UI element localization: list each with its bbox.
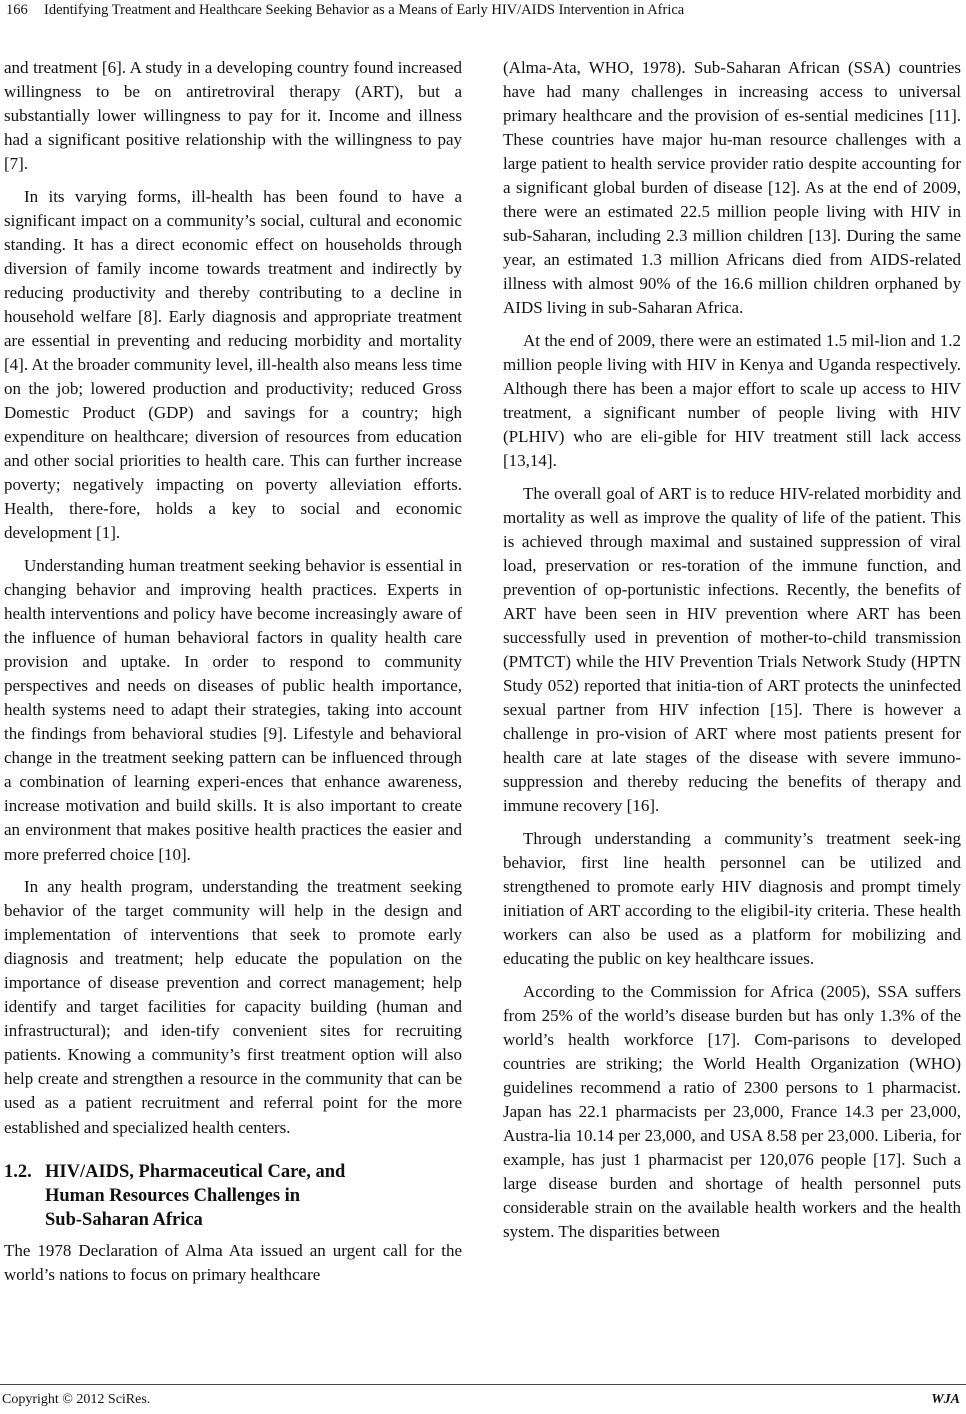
copyright-notice: Copyright © 2012 SciRes. — [2, 1392, 151, 1407]
paragraph: In its varying forms, ill-health has been found to have a significant impact on a community’s social, cultural and economic standing. It has a direct economic effect on households through diversion of family income towards treatment and indirectly by reducing productivity and thereby contributing to a decline in household welfare [8]. Early diagnosis and appropriate treatment are essential in preventing and reducing morbidity and mortality [4]. At the broader community level, ill-health also means less time on the job; lowered production and productivity; reduced Gross Domestic Product (GDP) and savings for a country; high expenditure on healthcare; diversion of resources from education and other social priorities to health care. This can further increase poverty; negatively impacting on poverty alleviation efforts. Health, there-fore, holds a key to social and economic development [1]. — [4, 186, 462, 543]
section-title-line: Human Resources Challenges in — [45, 1185, 301, 1206]
page-footer — [0, 1391, 966, 1411]
paragraph: At the end of 2009, there were an estimated 1.5 mil-lion and 1.2 million people living with HIV in Kenya and Uganda respectively. Although there has been a major effort to scale up access to HIV treatment, a significant number of people living with HIV (PLHIV) who are eli-gible for HIV treatment still lack access [13,14]. — [503, 331, 961, 471]
running-title: Identifying Treatment and Healthcare Seeking Behavior as a Means of Early HIV/AIDS Intervention in Africa — [44, 2, 685, 18]
left-column — [4, 56, 462, 1295]
footer-divider — [0, 1384, 966, 1385]
section-number: 1.2. — [4, 1161, 32, 1182]
paragraph: and treatment [6]. A study in a developing country found increased willingness to be on antiretroviral therapy (ART), but a substantially lower willingness to pay for it. Income and illness had a significant positive relationship with the willingness to pay [7]. — [4, 58, 462, 174]
journal-abbreviation: WJA — [931, 1392, 960, 1407]
section-title — [45, 1160, 462, 1232]
paragraph: According to the Commission for Africa (2005), SSA suffers from 25% of the world’s disease burden but has only 1.3% of the world’s health workforce [17]. Com-parisons to developed countries are striking; the World Health Organization (WHO) guidelines recommend a ratio of 2300 persons to 1 pharmacist. Japan has 22.1 pharmacists per 23,000, France 14.3 per 23,000, Austra-lia 10.14 per 23,000, and USA 8.58 per 23,000. Liberia, for example, has just 1 pharmacist per 120,076 people [17]. Such a large disease burden and shortage of health personnel puts considerable strain on the available health workers and the health system. The disparities between — [503, 981, 961, 1242]
paragraph: In any health program, understanding the treatment seeking behavior of the target community will help in the design and implementation of interventions that seek to promote early diagnosis and treatment; help educate the population on the importance of disease prevention and correct management; help identify and target facilities for capacity building (human and infrastructural); and iden-tify convenient sites for recruiting patients. Knowing a community’s first treatment option will also help create and strengthen a resource in the community that can be used as a patient recruitment and referral point for the more established and specialized health centers. — [4, 877, 462, 1137]
section-title-line: HIV/AIDS, Pharmaceutical Care, and — [45, 1161, 346, 1182]
paragraph: (Alma-Ata, WHO, 1978). Sub-Saharan African (SSA) countries have had many challenges in increasing access to universal primary healthcare and the provision of es-sential medicines [11]. These countries have major hu-man resource challenges with a large patient to health service provider ratio despite accounting for a significant global burden of disease [12]. As at the end of 2009, there were an estimated 22.5 million people living with HIV in sub-Saharan, including 2.3 million children [13]. During the same year, an estimated 1.3 million Africans died from AIDS-related illness with almost 90% of the 16.6 million children orphaned by AIDS living in sub-Saharan Africa. — [503, 58, 961, 318]
section-title-line: Sub-Saharan Africa — [45, 1209, 203, 1230]
paragraph: Understanding human treatment seeking behavior is essential in changing behavior and improving health practices. Experts in health interventions and policy have become increasingly aware of the influence of human behavioral factors in quality health care provision and uptake. In order to respond to community perspectives and needs on diseases of public health importance, health systems need to adapt their strategies, taking into account the findings from behavioral studies [9]. Lifestyle and behavioral change in the treatment seeking pattern can be influenced through a combination of learning experi-ences that enhance awareness, increase motivation and build skills. It is also important to create an environment that makes positive health practices the easier and more preferred choice [10]. — [4, 555, 462, 864]
paragraph: Through understanding a community’s treatment seek-ing behavior, first line health personnel can be utilized and strengthened to promote early HIV diagnosis and prompt timely initiation of ART according to the eligibil-ity criteria. These health workers can also be used as a platform for mobilizing and educating the public on key healthcare issues. — [503, 828, 961, 969]
running-header — [0, 0, 966, 24]
paragraph: The 1978 Declaration of Alma Ata issued an urgent call for the world’s nations to focus on primary healthcare — [4, 1240, 462, 1284]
section-heading — [4, 1160, 462, 1232]
right-column — [503, 56, 961, 1253]
paragraph: The overall goal of ART is to reduce HIV-related morbidity and mortality as well as improve the quality of life of the patient. This is achieved through maximal and sustained suppression of viral load, preservation or res-toration of the immune function, and prevention of op-portunistic infections. Recently, the benefits of ART have been seen in HIV prevention where ART has been successfully used in prevention of mother-to-child transmission (PMTCT) while the HIV Prevention Trials Network Study (HPTN Study 052) reported that initia-tion of ART protects the uninfected sexual partner from HIV infection [15]. There is however a challenge in pro-vision of ART where most patients present for health care at late stages of the disease with severe immuno-suppression and thereby reducing the benefits of therapy and immune recovery [16]. — [503, 483, 961, 816]
page-number: 166 — [6, 2, 28, 18]
